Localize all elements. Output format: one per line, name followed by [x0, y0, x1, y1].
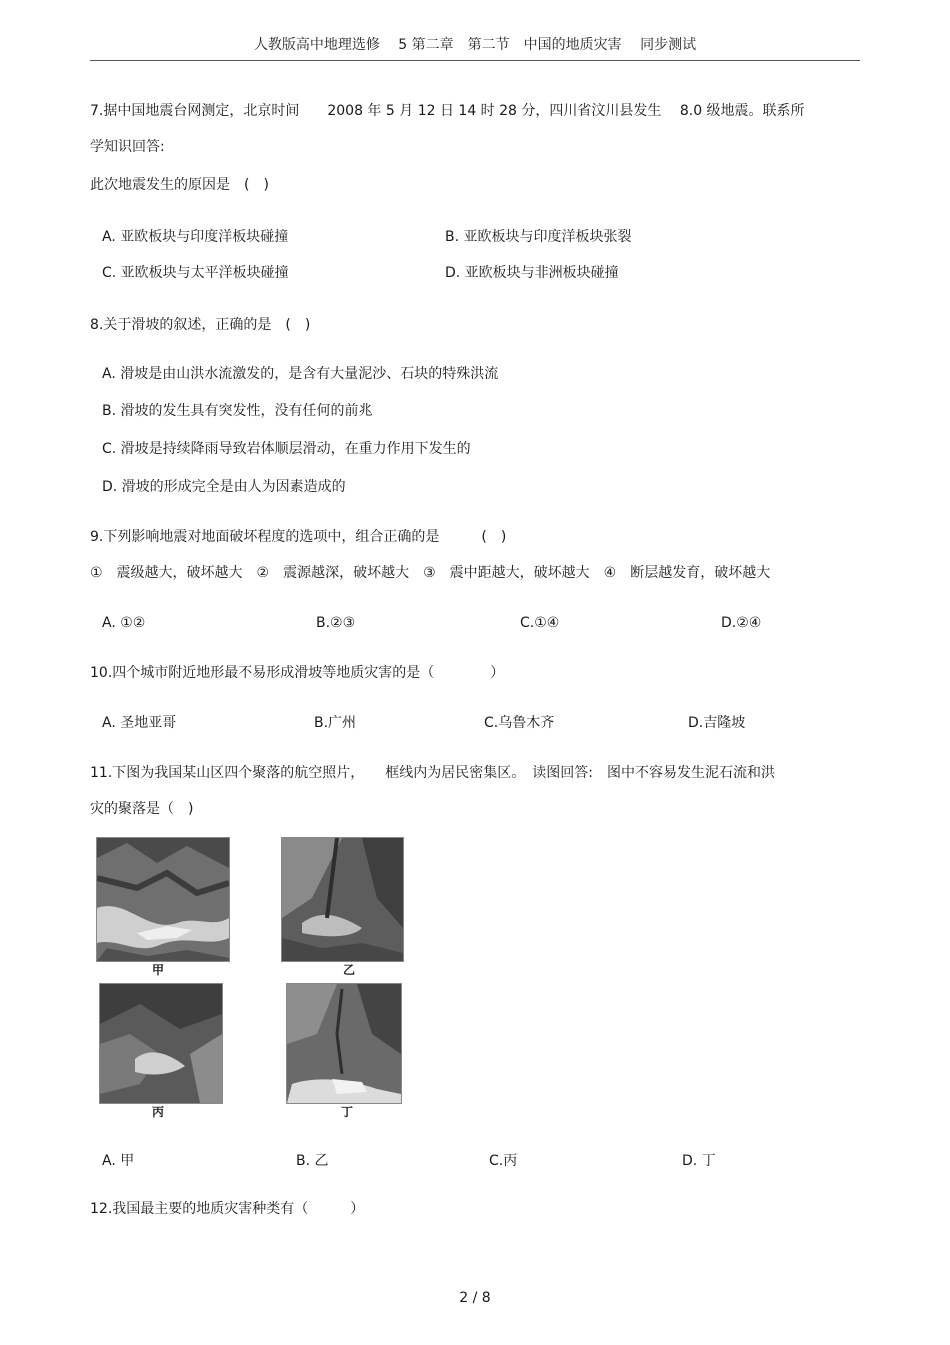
page-number: 2 / 8 [459, 1290, 491, 1306]
q10-option-d: D.吉隆坡 [688, 715, 746, 731]
q7-option-b: B. 亚欧板块与印度洋板块张裂 [445, 229, 632, 245]
q12-stem: 12.我国最主要的地质灾害种类有（ ） [90, 1201, 365, 1217]
photo-caption-yi: 乙 [343, 963, 356, 977]
q11-line1: 11.下图为我国某山区四个聚落的航空照片， 框线内为居民密集区。 读图回答: 图中不容易发生泥石流和洪 [90, 765, 775, 781]
q9-option-a: A. ①② [102, 615, 146, 631]
q9-option-c: C.①④ [520, 615, 560, 631]
q7-line1: 7.据中国地震台网测定，北京时间 2008 年 5 月 12 日 14 时 28 分，四川省汶川县发生 8.0 级地震。联系所 [90, 103, 805, 119]
q11-line2: 灾的聚落是（ ) [90, 801, 194, 817]
q11-option-d: D. 丁 [682, 1153, 716, 1169]
q8-option-c: C. 滑坡是持续降雨导致岩体顺层滑动，在重力作用下发生的 [102, 441, 471, 457]
page-header: 人教版高中地理选修 5 第二章 第二节 中国的地质灾害 同步测试 [253, 37, 697, 53]
q8-option-a: A. 滑坡是由山洪水流激发的，是含有大量泥沙、石块的特殊洪流 [102, 366, 499, 382]
q8-option-b: B. 滑坡的发生具有突发性，没有任何的前兆 [102, 403, 373, 419]
q9-option-b: B.②③ [316, 615, 356, 631]
q11-option-c: C.丙 [489, 1153, 518, 1169]
aerial-photo-bing [99, 983, 223, 1104]
q10-option-a: A. 圣地亚哥 [102, 715, 177, 731]
q7-line2: 学知识回答: [90, 139, 165, 155]
q9-option-d: D.②④ [721, 615, 762, 631]
photo-caption-ding: 丁 [341, 1105, 354, 1119]
photo-caption-jia: 甲 [152, 963, 165, 977]
q9-stem: 9.下列影响地震对地面破坏程度的选项中，组合正确的是 ( ) [90, 529, 507, 545]
q10-option-c: C.乌鲁木齐 [484, 715, 555, 731]
q8-option-d: D. 滑坡的形成完全是由人为因素造成的 [102, 479, 346, 495]
aerial-photo-ding [286, 983, 402, 1104]
q7-option-a: A. 亚欧板块与印度洋板块碰撞 [102, 229, 289, 245]
q8-stem: 8.关于滑坡的叙述，正确的是 ( ) [90, 317, 311, 333]
aerial-photo-jia [96, 837, 230, 962]
q11-option-a: A. 甲 [102, 1153, 135, 1169]
q10-option-b: B.广州 [314, 715, 357, 731]
q7-stem: 此次地震发生的原因是 ( ) [90, 177, 269, 193]
q10-stem: 10.四个城市附近地形最不易形成滑坡等地质灾害的是（ ） [90, 665, 505, 681]
aerial-photo-yi [281, 837, 404, 962]
header-rule [90, 60, 860, 61]
q7-option-d: D. 亚欧板块与非洲板块碰撞 [445, 265, 619, 281]
photo-caption-bing: 丙 [152, 1105, 165, 1119]
q9-conditions: ① 震级越大，破坏越大 ② 震源越深，破坏越大 ③ 震中距越大，破坏越大 ④ 断层越发育，破坏越大 [90, 565, 771, 581]
q7-option-c: C. 亚欧板块与太平洋板块碰撞 [102, 265, 289, 281]
q11-option-b: B. 乙 [296, 1153, 329, 1169]
